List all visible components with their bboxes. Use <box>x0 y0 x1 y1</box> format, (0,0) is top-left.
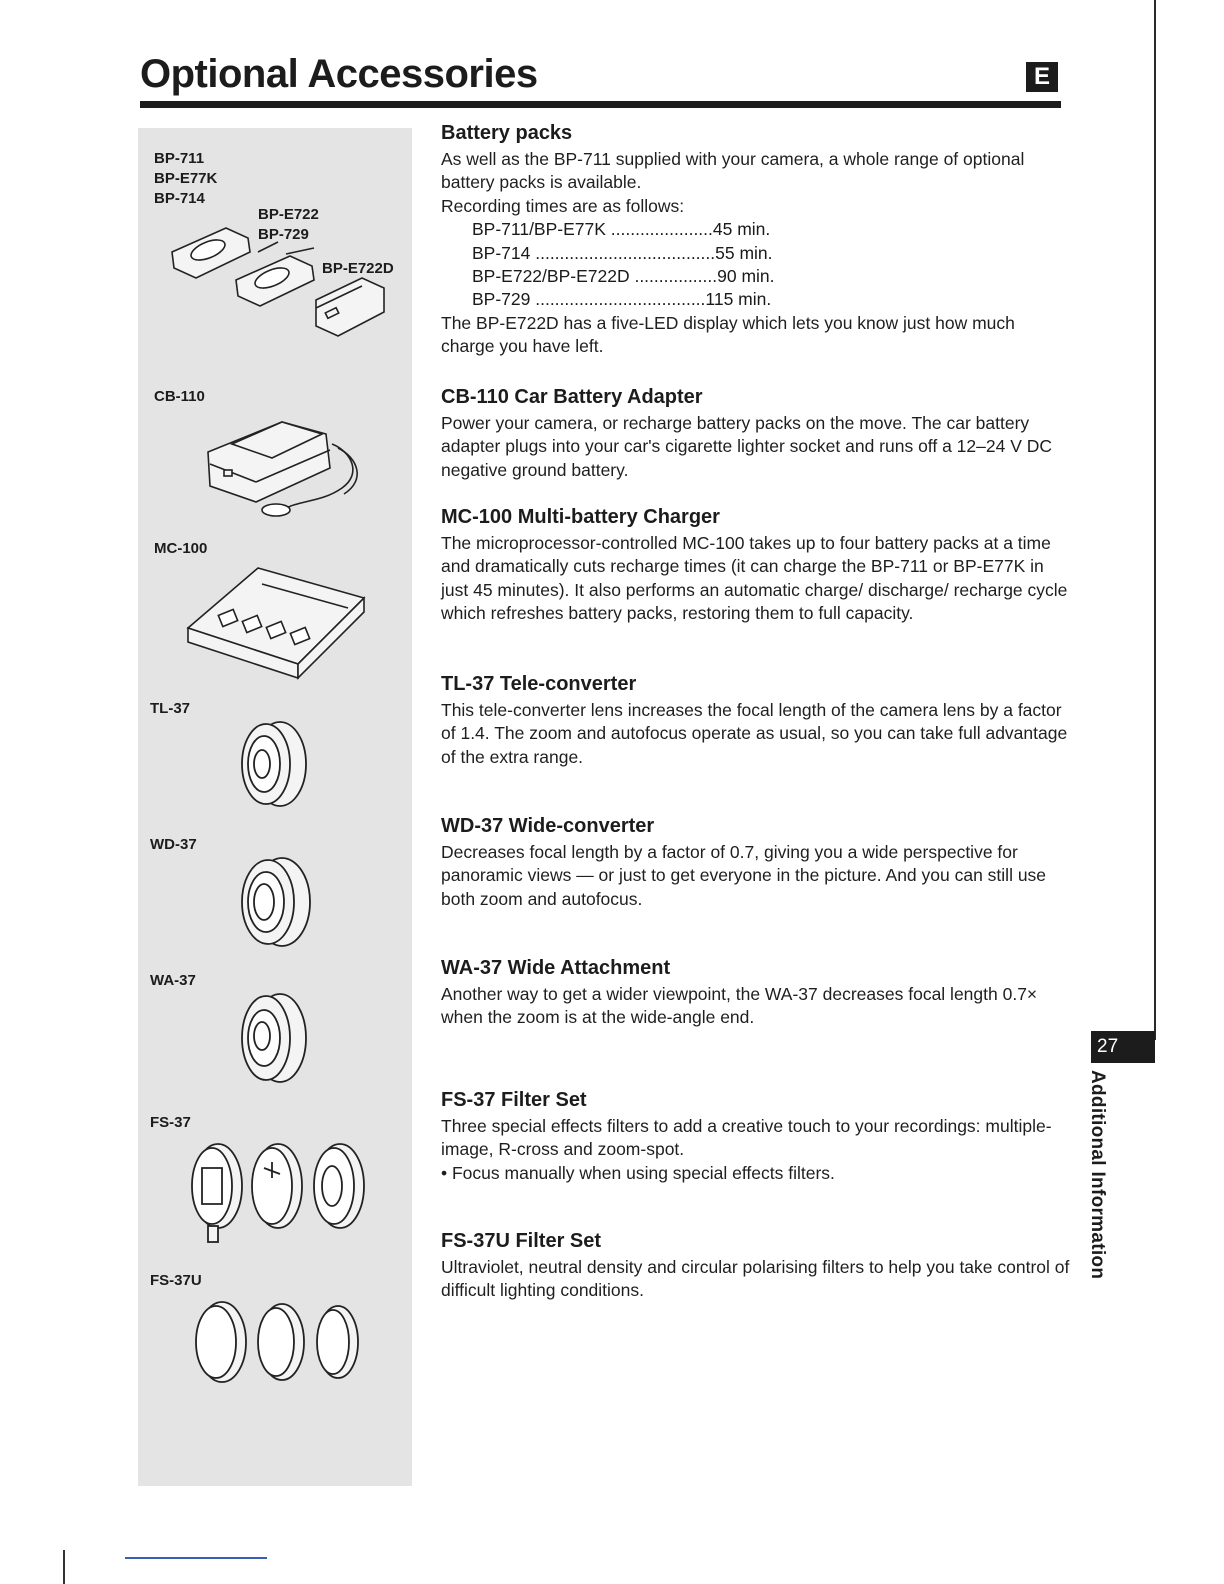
fs-37u-body: Ultraviolet, neutral density and circular polarising filters to help you take control of difficult lighting conditions. <box>441 1257 1070 1301</box>
heading-cb-110: CB-110 Car Battery Adapter <box>441 386 703 408</box>
label-bp-e77k: BP-E77K <box>154 170 218 187</box>
recording-time-row: BP-714 .....................................55 min. <box>472 242 773 263</box>
heading-battery-packs: Battery packs <box>441 122 573 144</box>
section-fs-37u <box>441 1228 1071 1303</box>
tele-converter-illustration <box>228 718 318 818</box>
recording-time-row: BP-E722/BP-E722D .................90 min. <box>472 266 775 287</box>
recording-time-row: BP-729 ...................................115 min. <box>472 289 772 310</box>
label-bp-714: BP-714 <box>154 190 205 207</box>
title-rule <box>140 101 1061 108</box>
filter-set-illustration <box>178 1138 378 1248</box>
battery-times-intro: Recording times are as follows: <box>441 195 685 216</box>
label-fs-37u: FS-37U <box>150 1272 202 1289</box>
fs-37-bullet: • Focus manually when using special effects filters. <box>441 1162 835 1183</box>
recording-times-list <box>441 218 1071 312</box>
label-cb-110: CB-110 <box>154 388 205 405</box>
binding-edge-line <box>63 1550 65 1584</box>
wa-37-body: Another way to get a wider viewpoint, the WA-37 decreases focal length 0.7× when the zoom is at the wide-angle end. <box>441 984 1038 1028</box>
heading-fs-37: FS-37 Filter Set <box>441 1089 587 1111</box>
section-wa-37 <box>441 955 1071 1030</box>
battery-intro: As well as the BP-711 supplied with your camera, a whole range of optional battery packs is available. <box>441 149 1025 193</box>
label-bp-e722: BP-E722 <box>258 206 319 223</box>
filter-set-u-illustration <box>178 1296 378 1396</box>
section-fs-37 <box>441 1087 1071 1185</box>
label-wa-37: WA-37 <box>150 972 196 989</box>
charger-illustration <box>178 560 378 690</box>
tl-37-body: This tele-converter lens increases the focal length of the camera lens by a factor of 1.4. The zoom and autofocus operate as usual, so you can take full advantage of the extra range. <box>441 700 1068 767</box>
page-number-tab: 27 <box>1091 1031 1155 1063</box>
wide-converter-illustration <box>228 854 318 954</box>
cb-110-body: Power your camera, or recharge battery packs on the move. The car battery adapter plugs into your car's cigarette lighter socket and runs off a 12–24 V DC negative ground battery. <box>441 413 1053 480</box>
battery-packs-illustration <box>166 216 396 346</box>
label-bp-729: BP-729 <box>258 226 309 243</box>
page-title: Optional Accessories <box>140 52 538 96</box>
heading-fs-37u: FS-37U Filter Set <box>441 1230 602 1252</box>
heading-wa-37: WA-37 Wide Attachment <box>441 957 671 979</box>
section-wd-37 <box>441 813 1071 911</box>
fs-37-body: Three special effects filters to add a creative touch to your recordings: multiple-image, R-cross and zoom-spot. <box>441 1116 1052 1160</box>
section-cb-110 <box>441 384 1071 482</box>
chapter-side-label: Additional Information <box>1087 1070 1108 1280</box>
heading-wd-37: WD-37 Wide-converter <box>441 815 655 837</box>
label-wd-37: WD-37 <box>150 836 197 853</box>
section-mc-100 <box>441 504 1071 626</box>
mc-100-body: The microprocessor-controlled MC-100 takes up to four battery packs at a time and dramatically cuts recharge times (it can charge the BP-711 or BP-E77K in just 45 minutes). It also performs an automatic charge/ discharge/ recharge cycle which refreshes battery packs, restoring them to full capacity. <box>441 533 1068 624</box>
section-tl-37 <box>441 671 1071 769</box>
illustration-panel <box>138 128 412 1486</box>
label-bp-e722d: BP-E722D <box>322 260 394 277</box>
label-tl-37: TL-37 <box>150 700 191 717</box>
label-fs-37: FS-37 <box>150 1114 191 1131</box>
car-adapter-illustration <box>202 404 372 524</box>
heading-tl-37: TL-37 Tele-converter <box>441 673 637 695</box>
wd-37-body: Decreases focal length by a factor of 0.7, giving you a wide perspective for panoramic views — or just to get everyone in the picture. And you can still use both zoom and autofocus. <box>441 842 1047 909</box>
battery-outro: The BP-E722D has a five-LED display which lets you know just how much charge you have left. <box>441 312 1015 357</box>
heading-mc-100: MC-100 Multi-battery Charger <box>441 506 720 528</box>
page-edge-line <box>1154 0 1156 1040</box>
section-battery-packs <box>441 120 1071 359</box>
language-badge: E <box>1026 62 1058 92</box>
recording-time-row: BP-711/BP-E77K .....................45 min. <box>472 219 771 240</box>
footer-rule <box>125 1557 267 1559</box>
label-bp-711: BP-711 <box>154 150 205 167</box>
label-mc-100: MC-100 <box>154 540 208 557</box>
wide-attachment-illustration <box>228 990 318 1090</box>
